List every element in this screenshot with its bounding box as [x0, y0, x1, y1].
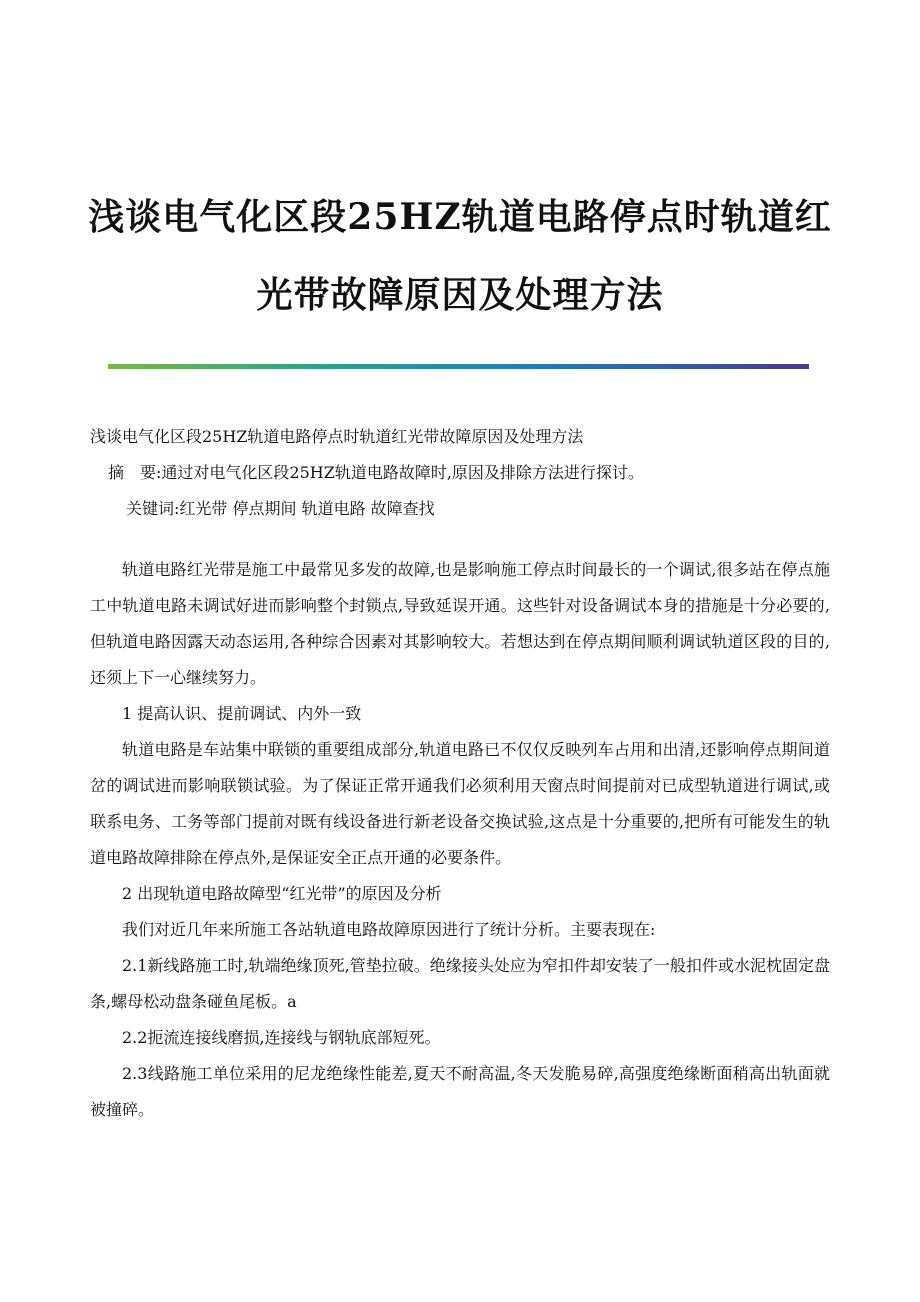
list-item: 2.3线路施工单位采用的尼龙绝缘性能差,夏天不耐高温,冬天发脆易碎,高强度绝缘断面稍高出轨面就被撞碎。: [90, 1064, 830, 1119]
document-title: [60, 178, 860, 334]
section-heading: 1 提高认识、提前调试、内外一致: [122, 704, 362, 723]
subtitle: 浅谈电气化区段25HZ轨道电路停点时轨道红光带故障原因及处理方法: [90, 427, 584, 446]
body-paragraph: 我们对近几年来所施工各站轨道电路故障原因进行了统计分析。主要表现在:: [122, 920, 656, 939]
title-line-1: 浅谈电气化区段25HZ轨道电路停点时轨道红: [88, 196, 832, 238]
title-divider: [108, 364, 809, 369]
section-heading: 2 出现轨道电路故障型“红光带”的原因及分析: [122, 884, 442, 903]
body-paragraph: 轨道电路是车站集中联锁的重要组成部分,轨道电路已不仅仅反映列车占用和出清,还影响停点期间道岔的调试进而影响联锁试验。为了保证正常开通我们必须利用天窗点时间提前对已成型轨道进行调试,或联系电务、工务等部门提前对既有线设备进行新老设备交换试验,这点是十分重要的,把所有可能发生的轨道电路故障排除在停点外,是保证安全正点开通的必要条件。: [90, 740, 830, 867]
title-line-2: 光带故障原因及处理方法: [256, 274, 664, 316]
keywords: 关键词:红光带 停点期间 轨道电路 故障查找: [126, 499, 435, 518]
list-item: 2.1新线路施工时,轨端绝缘顶死,管垫拉破。绝缘接头处应为窄扣件却安装了一般扣件或水泥枕固定盘条,螺母松动盘条碰鱼尾板。a: [90, 956, 830, 1011]
list-item: 2.2扼流连接线磨损,连接线与钢轨底部短死。: [122, 1028, 441, 1047]
abstract: 摘 要:通过对电气化区段25HZ轨道电路故障时,原因及排除方法进行探讨。: [108, 463, 644, 482]
body-paragraph: 轨道电路红光带是施工中最常见多发的故障,也是影响施工停点时间最长的一个调试,很多站在停点施工中轨道电路未调试好进而影响整个封锁点,导致延误开通。这些针对设备调试本身的措施是十分必要的,但轨道电路因露天动态运用,各种综合因素对其影响较大。若想达到在停点期间顺利调试轨道区段的目的,还须上下一心继续努力。: [90, 560, 830, 687]
document-body: [90, 424, 830, 1128]
